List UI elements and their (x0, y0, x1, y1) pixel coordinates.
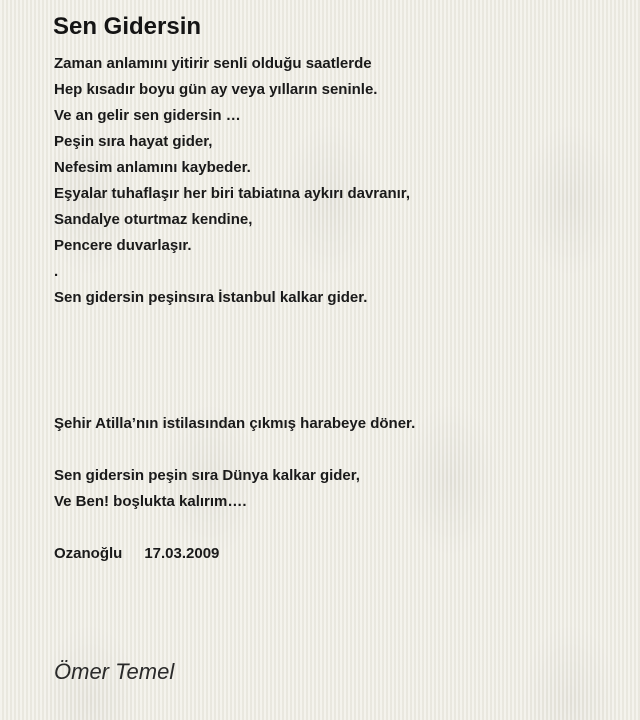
poem-line: Ve Ben! boşlukta kalırım…. (54, 493, 247, 510)
poem-body (54, 54, 614, 570)
poem-line: Pencere duvarlaşır. (54, 237, 192, 254)
poem-line: Sandalye oturtmaz kendine, (54, 211, 253, 228)
author-name: Ömer Temel (54, 659, 175, 684)
poem-line: Hep kısadır boyu gün ay veya yılların seninle. (54, 81, 378, 98)
stanza-gap (54, 314, 614, 414)
signature-line (54, 544, 614, 570)
poem-line: Şehir Atilla’nın istilasından çıkmış harabeye döner. (54, 415, 416, 432)
poem-line: Ve an gelir sen gidersin … (54, 107, 241, 124)
poem-line: Sen gidersin peşinsıra İstanbul kalkar gider. (54, 289, 368, 306)
signature-name: Ozanoğlu (54, 545, 123, 562)
signature-date: 17.03.2009 (144, 545, 220, 562)
poem-title: Sen Gidersin (53, 13, 202, 40)
poem-line: Peşin sıra hayat gider, (54, 133, 213, 150)
poem-line: Zaman anlamını yitirir senli olduğu saatlerde (54, 55, 372, 72)
poem-line: Nefesim anlamını kaybeder. (54, 159, 251, 176)
stanza-gap (54, 518, 614, 544)
poem-line: . (54, 263, 59, 280)
poem-line: Eşyalar tuhaflaşır her biri tabiatına aykırı davranır, (54, 185, 410, 202)
stanza-gap (54, 440, 614, 466)
poem-line: Sen gidersin peşin sıra Dünya kalkar gider, (54, 467, 360, 484)
